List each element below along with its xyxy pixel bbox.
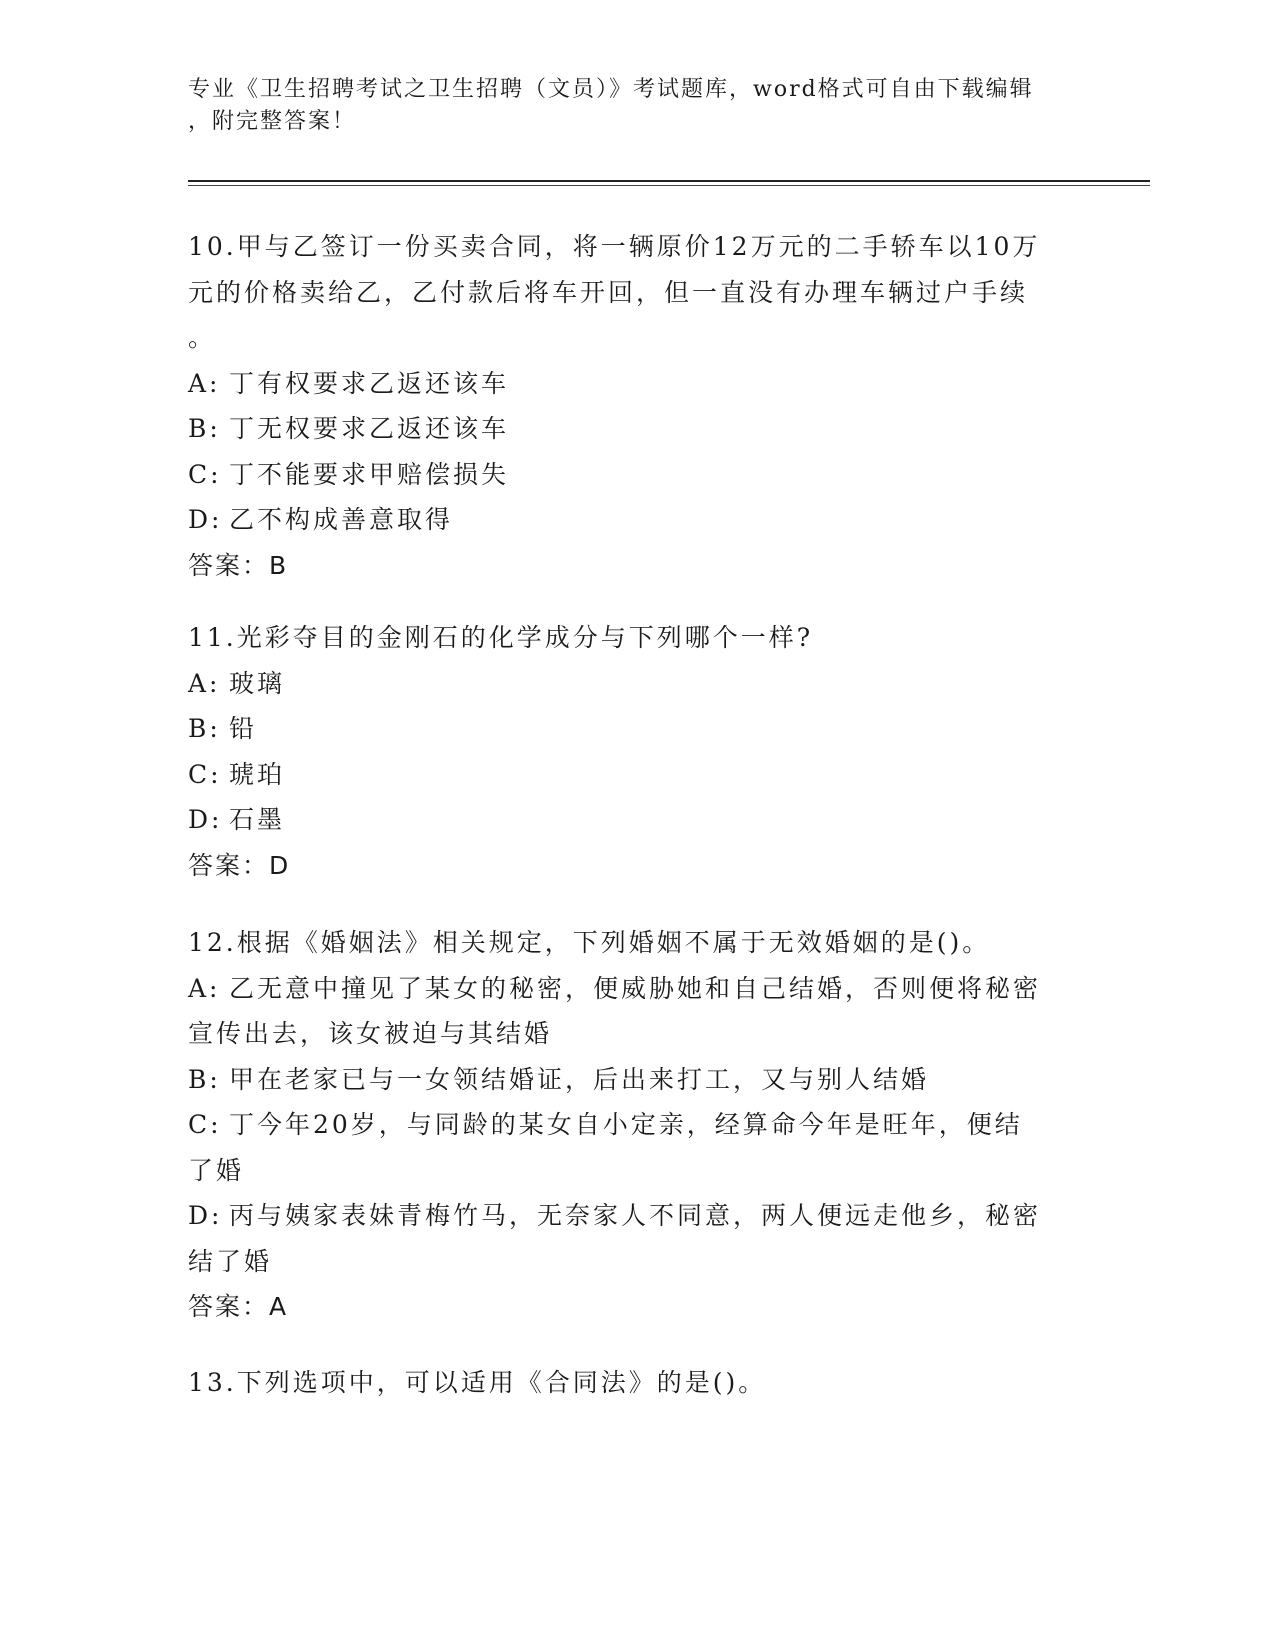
- question-stem-line: 10.甲与乙签订一份买卖合同，将一辆原价12万元的二手轿车以10万: [188, 232, 1041, 261]
- option-letter: A:: [188, 368, 221, 398]
- question-stem-line: 元的价格卖给乙，乙付款后将车开回，但一直没有办理车辆过户手续: [188, 277, 1029, 307]
- option-text: 丁有权要求乙返还该车: [228, 368, 509, 398]
- option-a: [188, 966, 1088, 1012]
- option-d: [188, 497, 1088, 543]
- option-letter: C:: [188, 459, 222, 489]
- option-letter: C:: [188, 759, 222, 789]
- header-line-2: ，附完整答案！: [188, 109, 357, 134]
- option-a: [188, 361, 1088, 407]
- option-text: 石墨: [228, 805, 285, 834]
- answer-line: 答案：D: [188, 850, 291, 880]
- answer-line: 答案：B: [188, 550, 289, 580]
- question-11: [188, 615, 1088, 888]
- option-c: [188, 752, 1088, 798]
- option-text: 乙无意中撞见了某女的秘密，便威胁她和自己结婚，否则便将秘密: [228, 973, 1041, 1003]
- option-letter: D:: [188, 505, 223, 534]
- option-text: 铅: [228, 714, 257, 743]
- option-b: [188, 406, 1088, 452]
- option-text: 丁无权要求乙返还该车: [228, 414, 509, 443]
- header-line-1: 专业《卫生招聘考试之卫生招聘（文员）》考试题库，word格式可自由下载编辑: [188, 77, 1034, 102]
- option-d-continued: 结了婚: [188, 1246, 273, 1276]
- option-letter: C:: [188, 1110, 222, 1139]
- header-divider-thick: [188, 180, 1150, 182]
- option-b: [188, 706, 1088, 752]
- question-stem-line: 。: [188, 323, 217, 352]
- option-letter: D:: [188, 805, 223, 834]
- option-letter: B:: [188, 414, 221, 443]
- option-c-continued: 了婚: [188, 1155, 245, 1185]
- question-10: [188, 224, 1088, 588]
- option-c: [188, 452, 1088, 498]
- option-text: 丁今年20岁，与同龄的某女自小定亲，经算命今年是旺年，便结: [228, 1110, 1023, 1139]
- answer-line: 答案：A: [188, 1292, 289, 1321]
- option-text: 丁不能要求甲赔偿损失: [228, 459, 509, 489]
- option-b: [188, 1057, 1088, 1103]
- option-letter: B:: [188, 714, 221, 743]
- option-d: [188, 1193, 1088, 1239]
- option-text: 玻璃: [228, 668, 285, 698]
- question-12: [188, 920, 1088, 1330]
- option-text: 乙不构成善意取得: [228, 505, 453, 534]
- option-letter: B:: [188, 1064, 221, 1094]
- question-stem-line: 13.下列选项中，可以适用《合同法》的是()。: [188, 1368, 767, 1397]
- question-stem-line: 12.根据《婚姻法》相关规定，下列婚姻不属于无效婚姻的是()。: [188, 928, 991, 957]
- question-stem-line: 11.光彩夺目的金刚石的化学成分与下列哪个一样?: [188, 623, 814, 652]
- option-text: 甲在老家已与一女领结婚证，后出来打工，又与别人结婚: [228, 1064, 929, 1094]
- option-letter: A:: [188, 668, 221, 698]
- option-letter: A:: [188, 973, 221, 1003]
- option-letter: D:: [188, 1201, 223, 1230]
- option-c: [188, 1102, 1088, 1148]
- option-a-continued: 宣传出去，该女被迫与其结婚: [188, 1019, 553, 1048]
- option-d: [188, 797, 1088, 843]
- question-13: [188, 1360, 1088, 1406]
- header-divider-thin: [188, 185, 1150, 186]
- option-text: 琥珀: [228, 759, 285, 789]
- option-text: 丙与姨家表妹青梅竹马，无奈家人不同意，两人便远走他乡，秘密: [228, 1201, 1041, 1230]
- document-header: [188, 74, 1068, 138]
- option-a: [188, 661, 1088, 707]
